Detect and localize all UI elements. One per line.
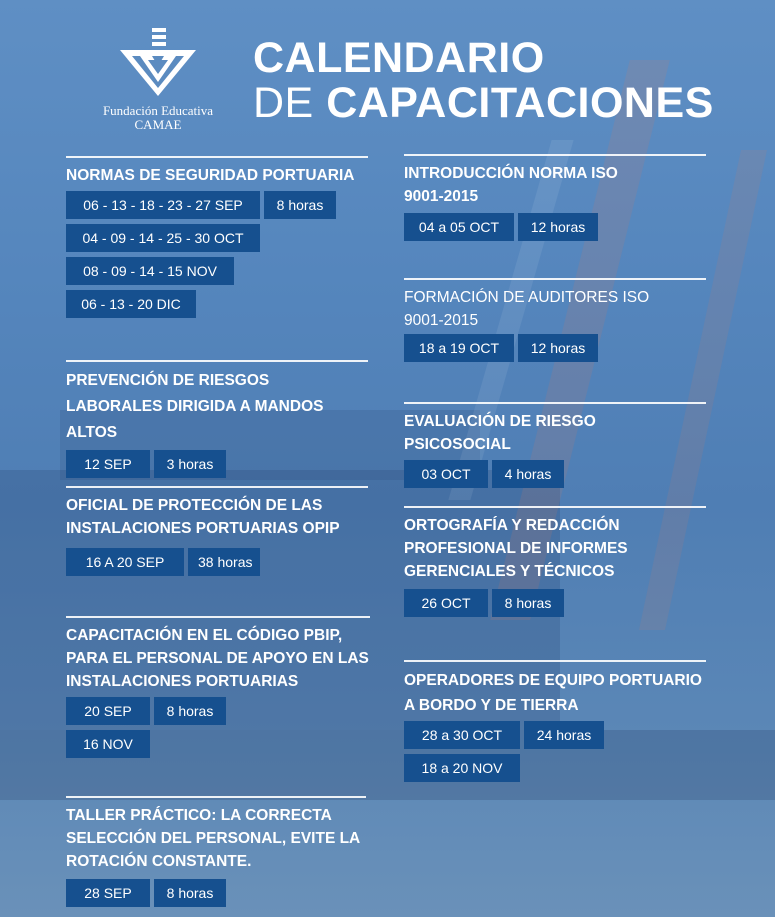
hours-box: 38 horas bbox=[188, 548, 260, 576]
course-iso-introduccion bbox=[404, 154, 706, 241]
title-bold: CAPACITACIONES bbox=[326, 79, 714, 127]
course-prevencion-riesgos bbox=[66, 360, 368, 478]
divider bbox=[66, 796, 366, 798]
hours-box: 12 horas bbox=[518, 334, 598, 362]
course-riesgo-psicosocial bbox=[404, 402, 706, 488]
date-box: 18 a 19 OCT bbox=[404, 334, 514, 362]
course-title: INTRODUCCIÓN NORMA ISO 9001-2015 bbox=[404, 165, 618, 205]
course-normas-seguridad bbox=[66, 156, 368, 318]
course-taller-practico bbox=[66, 796, 378, 907]
hours-box: 3 horas bbox=[154, 450, 226, 478]
date-box: 04 - 09 - 14 - 25 - 30 OCT bbox=[66, 224, 260, 252]
logo-text-foundation: Fundación Educativa bbox=[102, 103, 214, 118]
date-box: 03 OCT bbox=[404, 460, 488, 488]
course-title: NORMAS DE SEGURIDAD PORTUARIA bbox=[66, 167, 355, 184]
date-box: 16 NOV bbox=[66, 730, 150, 758]
date-box: 18 a 20 NOV bbox=[404, 754, 520, 782]
date-box: 08 - 09 - 14 - 15 NOV bbox=[66, 257, 234, 285]
page-title-line2 bbox=[253, 80, 714, 126]
page-title-line1: CALENDARIO bbox=[253, 34, 545, 82]
date-box: 20 SEP bbox=[66, 697, 150, 725]
date-box: 06 - 13 - 20 DIC bbox=[66, 290, 196, 318]
date-box: 06 - 13 - 18 - 23 - 27 SEP bbox=[66, 191, 260, 219]
course-title: FORMACIÓN DE AUDITORES ISO 9001-2015 bbox=[404, 289, 650, 329]
divider bbox=[404, 154, 706, 156]
divider bbox=[66, 486, 368, 488]
course-ortografia-redaccion bbox=[404, 506, 706, 617]
divider bbox=[66, 360, 368, 362]
course-title: CAPACITACIÓN EN EL CÓDIGO PBIP, PARA EL PERSONAL DE APOYO EN LAS INSTALACIONES PORTUARIAS bbox=[66, 627, 369, 690]
date-box: 16 A 20 SEP bbox=[66, 548, 184, 576]
hours-box: 12 horas bbox=[518, 213, 598, 241]
course-title: OFICIAL DE PROTECCIÓN DE LAS INSTALACIONES PORTUARIAS OPIP bbox=[66, 497, 340, 537]
divider bbox=[66, 156, 368, 158]
course-title: ORTOGRAFÍA Y REDACCIÓN PROFESIONAL DE INFORMES GERENCIALES Y TÉCNICOS bbox=[404, 517, 628, 580]
date-box: 28 SEP bbox=[66, 879, 150, 907]
hours-box: 8 horas bbox=[264, 191, 336, 219]
hours-box: 8 horas bbox=[492, 589, 564, 617]
course-operadores-equipo bbox=[404, 660, 714, 782]
date-box: 12 SEP bbox=[66, 450, 150, 478]
title-prefix: DE bbox=[253, 79, 314, 127]
hours-box: 24 horas bbox=[524, 721, 604, 749]
date-box: 04 a 05 OCT bbox=[404, 213, 514, 241]
divider bbox=[404, 402, 706, 404]
date-box: 28 a 30 OCT bbox=[404, 721, 520, 749]
divider bbox=[66, 616, 370, 618]
date-box: 26 OCT bbox=[404, 589, 488, 617]
course-title: EVALUACIÓN DE RIESGO PSICOSOCIAL bbox=[404, 413, 596, 453]
divider bbox=[404, 278, 706, 280]
divider bbox=[404, 506, 706, 508]
camae-logo-icon bbox=[116, 26, 200, 100]
hours-box: 8 horas bbox=[154, 697, 226, 725]
course-formacion-auditores bbox=[404, 278, 706, 362]
divider bbox=[404, 660, 706, 662]
logo bbox=[98, 26, 218, 131]
course-title: TALLER PRÁCTICO: LA CORRECTA SELECCIÓN DEL PERSONAL, EVITE LA ROTACIÓN CONSTANTE. bbox=[66, 807, 360, 870]
hours-box: 8 horas bbox=[154, 879, 226, 907]
hours-box: 4 horas bbox=[492, 460, 564, 488]
course-title: OPERADORES DE EQUIPO PORTUARIO A BORDO Y DE TIERRA bbox=[404, 672, 702, 714]
logo-text-camae: CAMAE bbox=[134, 117, 182, 132]
course-codigo-pbip bbox=[66, 616, 370, 758]
course-oficial-proteccion bbox=[66, 486, 368, 576]
course-title: PREVENCIÓN DE RIESGOS LABORALES DIRIGIDA A MANDOS ALTOS bbox=[66, 372, 324, 441]
